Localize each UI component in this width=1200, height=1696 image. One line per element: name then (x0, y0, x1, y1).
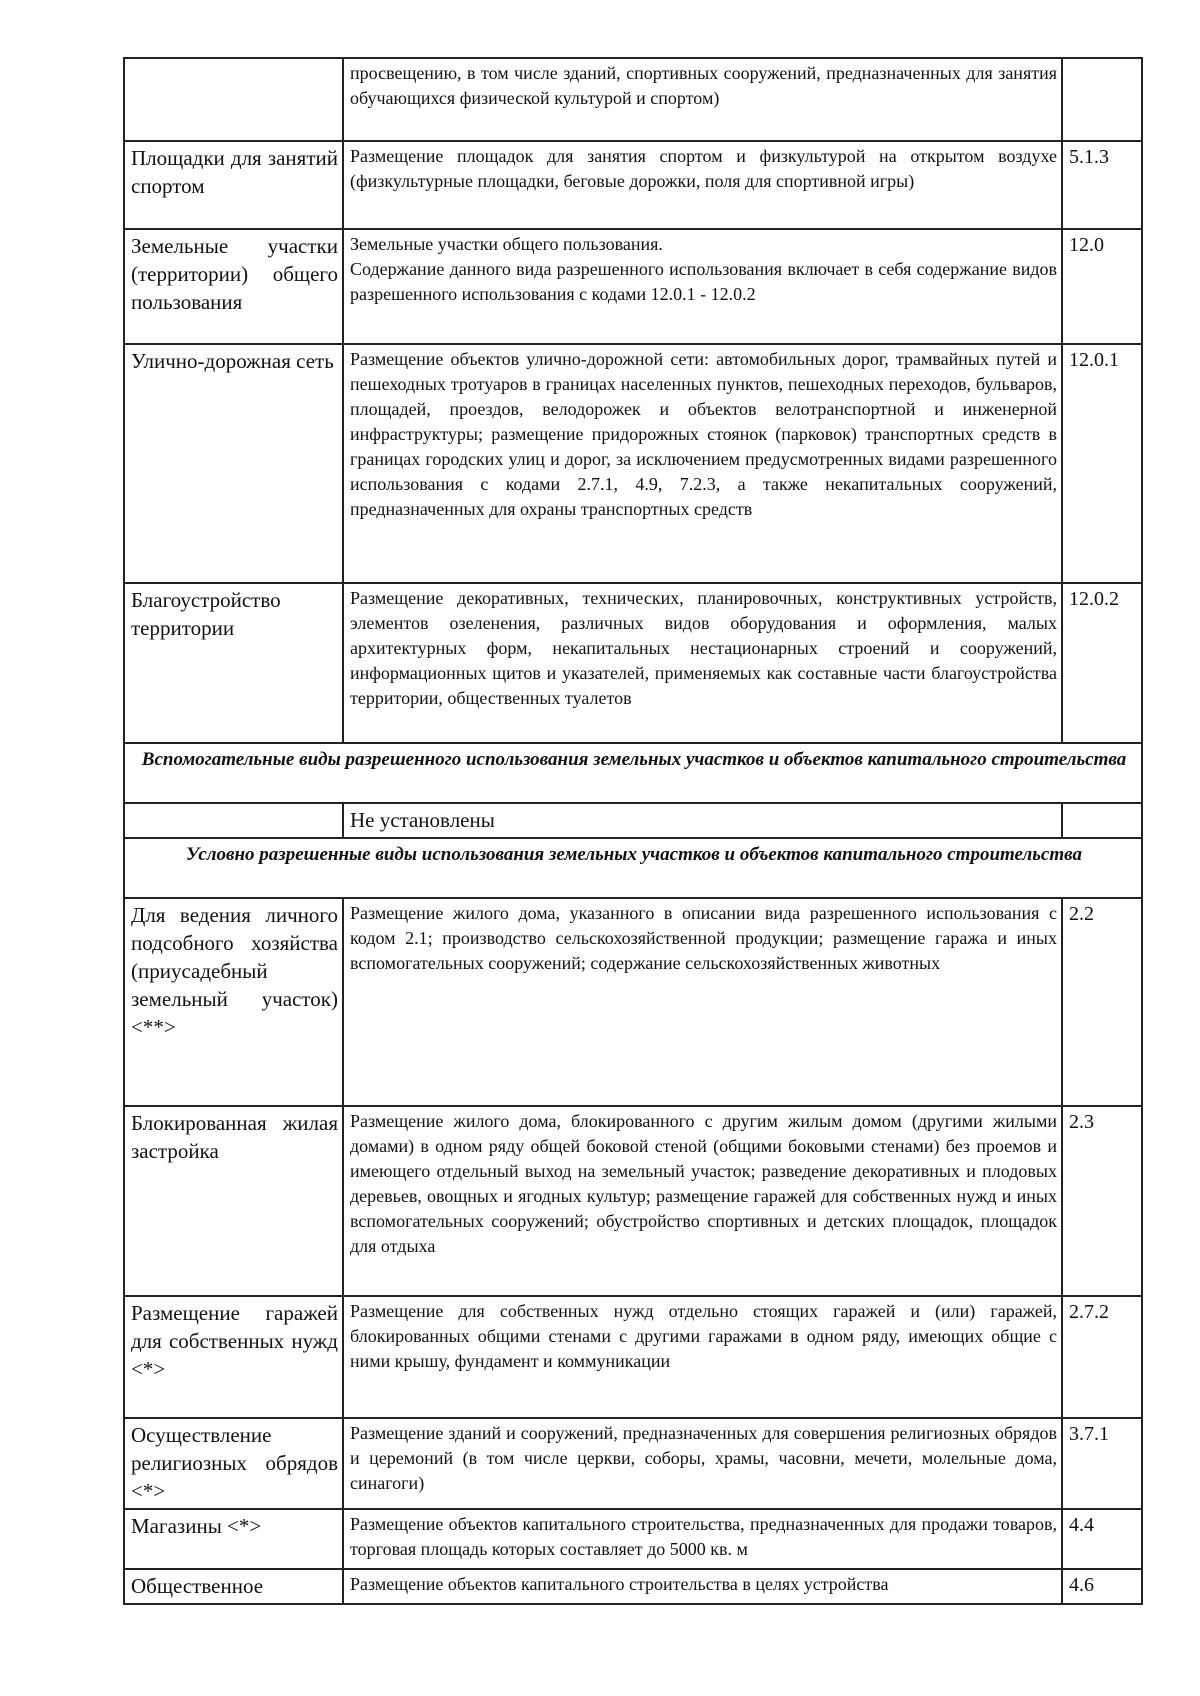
use-name: Земельные участки (территории) общего пользования (124, 229, 343, 344)
table-row (124, 1296, 1142, 1418)
use-description (343, 229, 1062, 344)
use-description-line: Содержание данного вида разрешенного использования включает в себя содержание видов разрешенного использования с кодами 12.0.1 - 12.0.2 (350, 259, 1057, 304)
use-code: 2.7.2 (1062, 1296, 1142, 1418)
use-code (1062, 803, 1142, 838)
table-row (124, 344, 1142, 583)
section-header-row (124, 838, 1142, 898)
use-description: Не установлены (343, 803, 1062, 838)
use-description: Размещение жилого дома, блокированного с другим жилым домом (другими жилыми домами) в одном ряду общей боковой стеной (общими боковыми стенами) без проемов и имеющего отдельный выход на земельный участок; разведение декоративных и плодовых деревьев, овощных и ягодных культур; размещение гаражей для собственных нужд и иных вспомогательных сооружений; обустройство спортивных и детских площадок, площадок для отдыха (343, 1106, 1062, 1296)
use-description: Размещение зданий и сооружений, предназначенных для совершения религиозных обрядов и церемоний (в том числе церкви, соборы, храмы, часовни, мечети, молельные дома, синагоги) (343, 1418, 1062, 1509)
use-name: Площадки для занятий спортом (124, 141, 343, 229)
use-description-line: Земельные участки общего пользования. (350, 234, 663, 254)
table-row (124, 898, 1142, 1106)
use-code: 12.0.1 (1062, 344, 1142, 583)
table-row (124, 583, 1142, 743)
table-row (124, 1418, 1142, 1509)
section-title-conditional: Условно разрешенные виды использования земельных участков и объектов капитального строительства (124, 838, 1142, 898)
use-code: 12.0.2 (1062, 583, 1142, 743)
use-code (1062, 58, 1142, 141)
use-code: 3.7.1 (1062, 1418, 1142, 1509)
use-description: Размещение объектов капитального строительства, предназначенных для продажи товаров, торговая площадь которых составляет до 5000 кв. м (343, 1509, 1062, 1569)
use-description: Размещение объектов улично-дорожной сети: автомобильных дорог, трамвайных путей и пешеходных тротуаров в границах населенных пунктов, пешеходных переходов, бульваров, площадей, проездов, велодорожек и объектов велотранспортной и инженерной инфраструктуры; размещение придорожных стоянок (парковок) транспортных средств в границах городских улиц и дорог, за исключением предусмотренных видами разрешенного использования с кодами 2.7.1, 4.9, 7.2.3, а также некапитальных сооружений, предназначенных для охраны транспортных средств (343, 344, 1062, 583)
table-row (124, 58, 1142, 141)
table-row (124, 1509, 1142, 1569)
use-name: Благоустройство территории (124, 583, 343, 743)
table-row (124, 803, 1142, 838)
use-description: Размещение для собственных нужд отдельно стоящих гаражей и (или) гаражей, блокированных общими стенами с другими гаражами в одном ряду, имеющих общие с ними крышу, фундамент и коммуникации (343, 1296, 1062, 1418)
use-description: Размещение жилого дома, указанного в описании вида разрешенного использования с кодом 2.1; производство сельскохозяйственной продукции; размещение гаража и иных вспомогательных сооружений; содержание сельскохозяйственных животных (343, 898, 1062, 1106)
use-code: 2.2 (1062, 898, 1142, 1106)
land-use-table (123, 57, 1143, 1605)
use-name (124, 58, 343, 141)
use-code: 12.0 (1062, 229, 1142, 344)
table-row (124, 1569, 1142, 1604)
use-code: 4.4 (1062, 1509, 1142, 1569)
use-name: Блокированная жилая застройка (124, 1106, 343, 1296)
use-description: Размещение площадок для занятия спортом и физкультурой на открытом воздухе (физкультурные площадки, беговые дорожки, поля для спортивной игры) (343, 141, 1062, 229)
table-row (124, 229, 1142, 344)
table-row (124, 141, 1142, 229)
use-description: Размещение объектов капитального строительства в целях устройства (343, 1569, 1062, 1604)
use-name: Улично-дорожная сеть (124, 344, 343, 583)
use-name (124, 803, 343, 838)
use-name: Магазины <*> (124, 1509, 343, 1569)
use-description: Размещение декоративных, технических, планировочных, конструктивных устройств, элементов озеленения, различных видов оборудования и оформления, малых архитектурных форм, некапитальных нестационарных строений и сооружений, информационных щитов и указателей, применяемых как составные части благоустройства территории, общественных туалетов (343, 583, 1062, 743)
section-header-row (124, 743, 1142, 803)
use-name: Размещение гаражей для собственных нужд <*> (124, 1296, 343, 1418)
use-name: Общественное (124, 1569, 343, 1604)
use-description: просвещению, в том числе зданий, спортивных сооружений, предназначенных для занятия обучающихся физической культурой и спортом) (343, 58, 1062, 141)
use-code: 5.1.3 (1062, 141, 1142, 229)
use-name: Для ведения личного подсобного хозяйства (приусадебный земельный участок) <**> (124, 898, 343, 1106)
use-code: 4.6 (1062, 1569, 1142, 1604)
table-row (124, 1106, 1142, 1296)
use-code: 2.3 (1062, 1106, 1142, 1296)
use-name: Осуществление религиозных обрядов <*> (124, 1418, 343, 1509)
section-title-auxiliary: Вспомогательные виды разрешенного использования земельных участков и объектов капитального строительства (124, 743, 1142, 803)
